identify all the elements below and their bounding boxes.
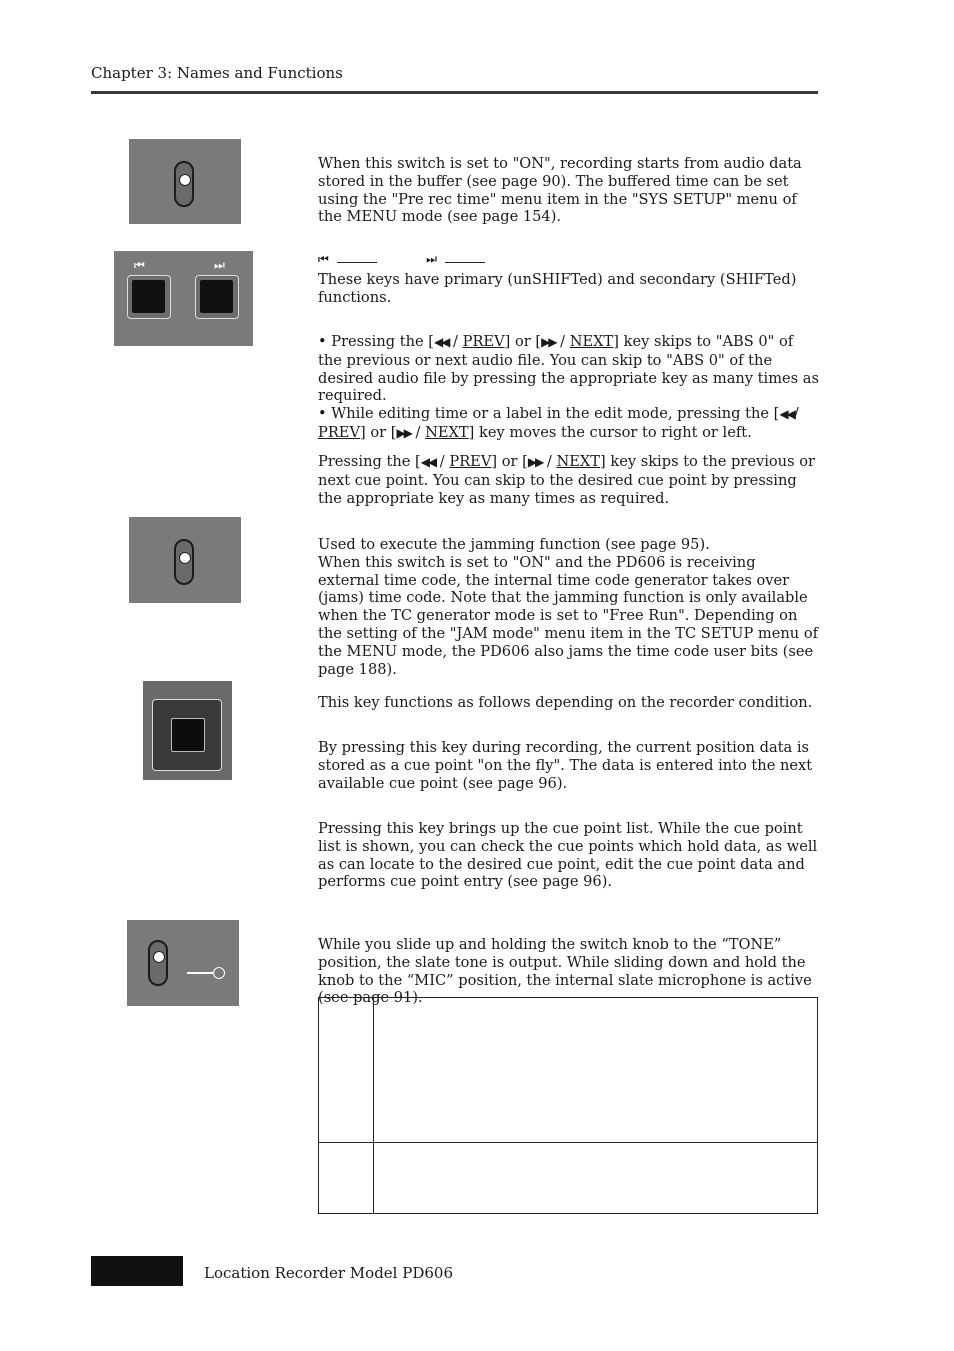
next-icon: ⏭ (214, 258, 222, 272)
prerec-description (318, 155, 820, 226)
cue-description-3 (318, 820, 820, 891)
next-key-glyph-icon: ⏭ (426, 252, 435, 266)
prev-icon: ⏮ (134, 258, 142, 272)
prev-heading-blank (337, 250, 377, 263)
prev-glyph-icon: ◀◀ (433, 335, 449, 349)
table-row (319, 998, 818, 1143)
cue-text-2: By pressing this key during recording, the current position data is stored as a cue point "on the fly". The data is entered into the next available cue point (see page 96). (318, 739, 813, 792)
table-cell (319, 1143, 374, 1214)
prev-glyph-icon: ◀◀ (779, 407, 794, 422)
prev-key-glyph-icon: ⏮ (318, 252, 327, 266)
prev-next-description (318, 250, 820, 306)
prev-next-bullets (318, 333, 820, 443)
next-glyph-icon: ▶▶ (396, 425, 411, 440)
toggle-switch-icon (148, 940, 168, 986)
cue-description-1 (318, 694, 820, 712)
cue-text-1: This key functions as follows depending on the recorder condition. (318, 694, 813, 711)
jam-description (318, 536, 820, 678)
table-cell (374, 998, 818, 1143)
table-cell (319, 998, 374, 1143)
slate-text: While you slide up and holding the switch knob to the “TONE” position, the slate tone is output. While sliding down and hold the knob to the “MIC” position, the internal slate microphone is active (see page 91). (318, 936, 812, 1007)
next-heading-blank (445, 250, 485, 263)
chapter-header: Chapter 3: Names and Functions (91, 64, 343, 82)
toggle-switch-icon (174, 161, 194, 207)
next-label: NEXT (425, 423, 469, 441)
slate-switch-illustration (127, 920, 239, 1006)
prerec-switch-illustration (129, 139, 241, 224)
table-row (319, 1143, 818, 1214)
next-glyph-icon: ▶▶ (527, 455, 543, 469)
mic-line (187, 972, 214, 974)
prev-glyph-icon: ◀◀ (420, 455, 436, 469)
jam-switch-illustration (129, 517, 241, 603)
toggle-switch-icon (174, 539, 194, 585)
prerec-text: When this switch is set to "ON", recording starts from audio data stored in the buffer (see page 90). The buffered time can be set using the "Pre rec time" menu item in the "SYS SETUP" menu of the MENU mode (see page 154). (318, 155, 802, 226)
next-label: NEXT (569, 333, 614, 350)
shifted-description: Pressing the [◀◀ / PREV] or [▶▶ / NEXT] key skips to the previous or next cue point. You can skip to the desired cue point by pressing the appropriate key as many times as required. (318, 453, 815, 507)
next-glyph-icon: ▶▶ (541, 335, 556, 349)
prev-next-intro: These keys have primary (unSHIFTed) and secondary (SHIFTed) functions. (318, 270, 797, 306)
cue-key-icon (152, 699, 222, 771)
cue-text-3: Pressing this key brings up the cue point list. While the cue point list is shown, you can check the cue points which hold data, as well as can locate to the desired cue point, edit the cue point data and performs cue point entry (see page 96). (318, 820, 818, 891)
bullet-2: • While editing time or a label in the edit mode, pressing the [◀◀/ PREV] or [▶▶ / NEXT] key moves the cursor to right or left. (318, 405, 799, 441)
next-label: NEXT (556, 453, 601, 470)
prev-key-icon (127, 275, 171, 319)
prev-label: PREV (318, 423, 360, 441)
footer-text: Location Recorder Model PD606 (204, 1264, 453, 1282)
mic-icon (213, 967, 225, 979)
table-cell (374, 1143, 818, 1214)
page-number-box (91, 1256, 183, 1286)
header-rule (91, 91, 818, 94)
prev-label: PREV (462, 333, 505, 350)
cue-key-illustration (143, 681, 232, 780)
slate-table (318, 997, 818, 1214)
next-key-icon (195, 275, 239, 319)
prev-next-keys-illustration (114, 251, 253, 346)
bullet-1: • Pressing the [◀◀ / PREV] or [▶▶ / NEXT] key skips to "ABS 0" of the previous or next audio file. You can skip to "ABS 0" of the desired audio file by pressing the appropriate key as many times as required. (318, 333, 819, 405)
prev-label: PREV (449, 453, 492, 470)
cue-description-2 (318, 739, 820, 792)
jam-line-1: Used to execute the jamming function (see page 95). (318, 536, 710, 553)
jam-line-2: When this switch is set to "ON" and the PD606 is receiving external time code, the internal time code generator takes over (jams) time code. Note that the jamming function is only available when the TC generator mode is set to "Free Run". Depending on the setting of the "JAM mode" menu item in the TC SETUP menu of the MENU mode, the PD606 also jams the time code user bits (see page 188). (318, 553, 819, 678)
